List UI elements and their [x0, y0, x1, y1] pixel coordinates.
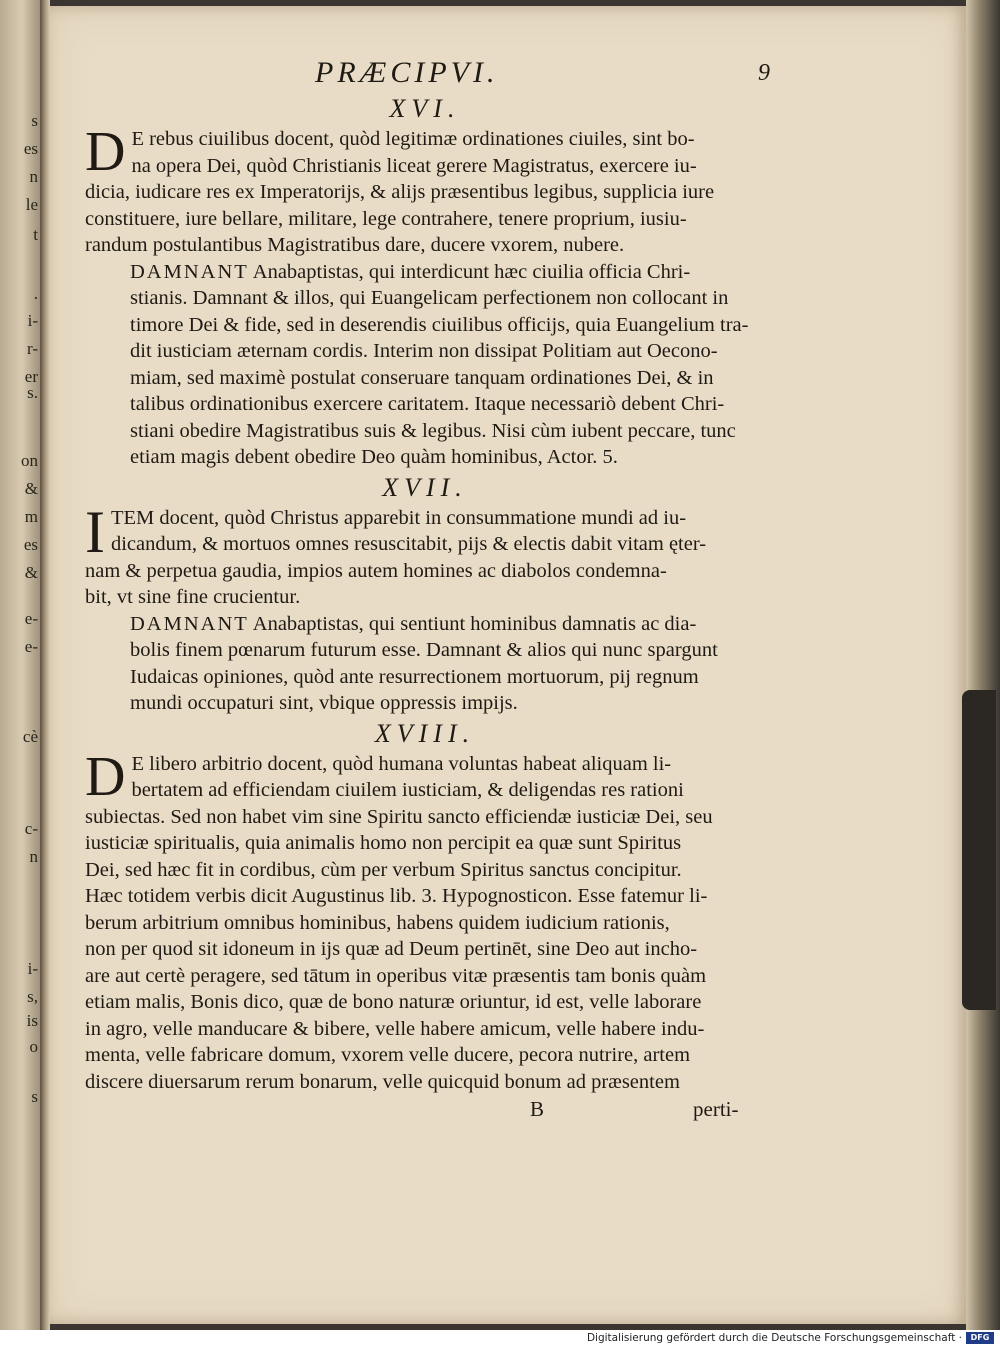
- facing-page-fragment: es: [23, 139, 38, 158]
- facing-page-fragment: s,: [27, 987, 38, 1006]
- paragraph: [85, 121, 765, 259]
- text-line: dicia, iudicare res ex Imperatorijs, & alijs præsentibus legibus, supplicia iure: [85, 181, 715, 203]
- paragraph: [85, 498, 765, 611]
- running-head: [85, 52, 770, 92]
- text-line: miam, sed maximè postulat conseruare tanquam ordinationes Dei, & in: [130, 366, 714, 389]
- facing-page-fragment: er: [24, 367, 38, 386]
- text-line: etiam malis, Bonis dico, quæ de bono naturæ oriuntur, id est, velle laborare: [85, 991, 702, 1013]
- facing-page-fragment: &: [24, 479, 38, 498]
- text-line: menta, velle fabricare domum, vxorem velle ducere, pecora nutrire, artem: [85, 1044, 691, 1066]
- page-content: [85, 52, 770, 1125]
- sections: [85, 92, 765, 1095]
- facing-page-fragment: &: [24, 563, 38, 582]
- text-line: TEM docent, quòd Christus apparebit in consummatione mundi ad iu-: [110, 506, 687, 529]
- facing-page-edge: [0, 0, 40, 1330]
- facing-page-fragment: i-: [27, 311, 38, 330]
- running-title: PRÆCIPVI.: [315, 56, 499, 89]
- facing-page-fragment: r-: [27, 339, 38, 358]
- drop-initial: I: [85, 498, 105, 565]
- text-line: bolis finem pœnarum futurum esse. Damnant & alios qui nunc spargunt: [130, 639, 718, 661]
- drop-initial: D: [85, 121, 126, 183]
- text-line: DAMNANT Anabaptistas, qui interdicunt hæc ciuilia officia Chri-: [130, 260, 691, 283]
- facing-page-fragment: m: [24, 507, 38, 526]
- text-line: in agro, velle manducare & bibere, velle habere amicum, velle habere indu-: [85, 1017, 705, 1040]
- page-edge: [966, 0, 1000, 1330]
- text-line: talibus ordinationibus exercere caritatem. Itaque necessariò debent Chri-: [130, 393, 725, 415]
- facing-page-fragment: o: [29, 1037, 38, 1056]
- facing-page-fragment: on: [21, 451, 38, 470]
- credit-bar: [0, 1330, 1000, 1347]
- text-line: dicandum, & mortuos omnes resuscitabit, pijs & electis dabit vitam ęter-: [110, 533, 707, 555]
- facing-page-fragment: e-: [24, 637, 38, 656]
- section-heading: XVIII.: [374, 718, 476, 748]
- facing-page-fragment: es: [23, 535, 38, 554]
- page-footer: [85, 1095, 765, 1125]
- text-line: constituere, iure bellare, militare, lege contrahere, tenere proprium, iusiu-: [85, 207, 687, 230]
- text-line: E libero arbitrio docent, quòd humana voluntas habeat aliquam li-: [131, 752, 672, 775]
- text-line: randum postulantibus Magistratibus dare, ducere vxorem, nubere.: [85, 234, 625, 256]
- dfg-logo: DFG: [966, 1332, 994, 1344]
- text-line: Hæc totidem verbis dicit Augustinus lib. 3. Hypognosticon. Esse fatemur li-: [85, 885, 708, 907]
- paragraph: [85, 259, 765, 471]
- lead-word: DAMNANT: [130, 612, 249, 635]
- facing-page-fragment: e-: [24, 609, 38, 628]
- facing-page-fragment: is: [26, 1011, 38, 1030]
- text-line: na opera Dei, quòd Christianis liceat gerere Magistratus, exercere iu-: [131, 154, 697, 177]
- text-line: mundi occupaturi sint, vbique oppressis impijs.: [130, 692, 518, 714]
- facing-page-fragment: t: [33, 225, 38, 244]
- section-heading: XVI.: [389, 94, 461, 123]
- facing-page-fragment: i-: [27, 959, 38, 978]
- facing-page-fragment: s: [31, 1087, 38, 1106]
- funding-credit: Digitalisierung gefördert durch die Deutsche Forschungsgemeinschaft ·: [586, 1332, 962, 1344]
- text-line: DAMNANT Anabaptistas, qui sentiunt hominibus damnatis ac dia-: [130, 612, 697, 635]
- drop-initial: D: [85, 745, 126, 808]
- signature-mark: B: [530, 1097, 545, 1121]
- facing-page-fragment: le: [25, 195, 38, 214]
- page-number: 9: [758, 60, 770, 86]
- text-line: berum arbitrium omnibus hominibus, habens quidem iudicium rationis,: [85, 911, 670, 934]
- paragraph: [85, 611, 765, 717]
- text-line: stiani obedire Magistratibus suis & legibus. Nisi cùm iubent peccare, tunc: [130, 419, 736, 442]
- text-line: stianis. Damnant & illos, qui Euangelicam perfectionem non collocant in: [130, 287, 729, 309]
- section-heading: XVII.: [382, 472, 468, 502]
- book-gutter: [40, 0, 50, 1330]
- facing-page-fragment: c-: [24, 819, 38, 838]
- text-line: iusticiæ spiritualis, quia animalis homo non percipit ea quæ sunt Spiritus: [85, 832, 682, 854]
- facing-page-fragment: cè: [22, 727, 38, 746]
- catchword: perti-: [693, 1097, 739, 1121]
- text-line: bit, vt sine fine crucientur.: [85, 586, 301, 608]
- facing-page-fragment: s: [31, 111, 38, 130]
- text-line: E rebus ciuilibus docent, quòd legitimæ ordinationes ciuiles, sint bo-: [131, 128, 695, 150]
- text-line: nam & perpetua gaudia, impios autem homines ac diabolos condemna-: [85, 559, 667, 582]
- facing-page-fragment: .: [33, 284, 38, 303]
- text-line: non per quod sit idoneum in ijs quæ ad Deum pertinēt, sine Deo aut incho-: [85, 938, 698, 960]
- text-line: timore Dei & fide, sed in deserendis ciuilibus officijs, quia Euangelium tra-: [130, 313, 749, 336]
- facing-page-fragment: n: [29, 847, 38, 866]
- text-line: are aut certè peragere, sed tātum in operibus vitæ præsentis tam bonis quàm: [85, 964, 707, 987]
- text-line: subiectas. Sed non habet vim sine Spiritu sancto efficiendæ iusticiæ Dei, seu: [85, 805, 713, 828]
- text-line: etiam magis debent obedire Deo quàm hominibus, Actor. 5.: [130, 446, 618, 468]
- text-line: discere diuersarum rerum bonarum, velle quicquid bonum ad præsentem: [85, 1070, 680, 1093]
- text-line: dit iusticiam æternam cordis. Interim non dissipat Politiam aut Oecono-: [130, 340, 718, 362]
- facing-page-fragment: s.: [27, 383, 38, 402]
- facing-page-fragment: n: [29, 167, 38, 186]
- lead-word: DAMNANT: [130, 260, 249, 283]
- book-clip: [962, 690, 996, 1010]
- text-line: bertatem ad efficiendam ciuilem iusticiam, & deligendas res rationi: [131, 779, 684, 801]
- text-line: Dei, sed hæc fit in cordibus, cùm per verbum Spiritus sanctus concipitur.: [85, 858, 682, 881]
- paragraph: [85, 745, 765, 1096]
- text-line: Iudaicas opiniones, quòd ante resurrectionem mortuorum, pij regnum: [130, 665, 699, 688]
